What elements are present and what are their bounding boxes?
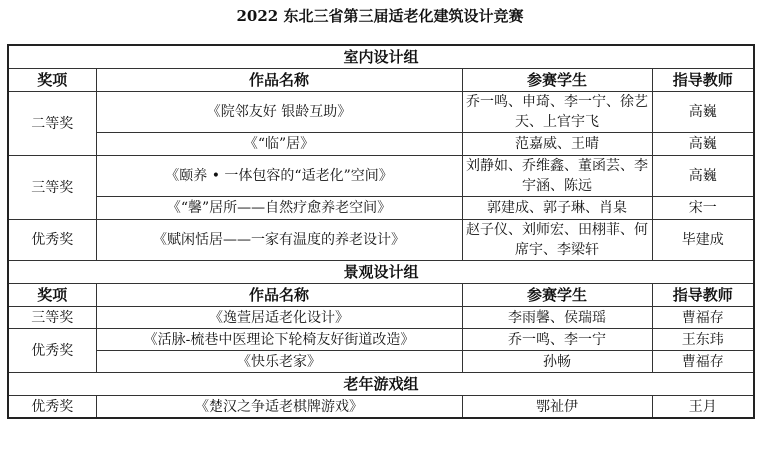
award-cell: 二等奖 (8, 92, 96, 156)
work-cell: 《“临”居》 (96, 133, 462, 156)
group-title-interior: 室内设计组 (8, 45, 754, 69)
table-row (8, 92, 754, 133)
teacher-cell: 曹福存 (652, 351, 754, 373)
work-cell: 《楚汉之争适老棋牌游戏》 (96, 396, 462, 419)
col-header-students: 参赛学生 (462, 284, 652, 307)
col-header-teacher: 指导教师 (652, 284, 754, 307)
table-row (8, 197, 754, 220)
teacher-cell: 高巍 (652, 133, 754, 156)
work-cell: 《活脉-梳巷中医理论下轮椅友好街道改造》 (96, 329, 462, 351)
col-header-work: 作品名称 (96, 284, 462, 307)
students-cell: 李雨馨、侯瑞瑶 (462, 307, 652, 329)
document-title: 2022 东北三省第三届适老化建筑设计竞赛 (236, 7, 524, 25)
students-cell: 乔一鸣、申琦、李一宁、徐艺天、上官宇飞 (462, 92, 652, 133)
award-cell: 优秀奖 (8, 396, 96, 419)
work-cell: 《“馨”居所——自然疗愈养老空间》 (96, 197, 462, 220)
awards-table (7, 44, 755, 419)
students-cell: 乔一鸣、李一宁 (462, 329, 652, 351)
col-header-students: 参赛学生 (462, 69, 652, 92)
award-cell: 三等奖 (8, 307, 96, 329)
students-cell: 范嘉威、王晴 (462, 133, 652, 156)
work-cell: 《赋闲恬居——一家有温度的养老设计》 (96, 220, 462, 261)
work-cell: 《颐养 • 一体包容的“适老化”空间》 (96, 156, 462, 197)
group-title-elderly-games: 老年游戏组 (8, 373, 754, 396)
award-cell: 优秀奖 (8, 220, 96, 261)
table-row (8, 156, 754, 197)
col-header-award: 奖项 (8, 284, 96, 307)
col-header-teacher: 指导教师 (652, 69, 754, 92)
award-cell: 三等奖 (8, 156, 96, 220)
group-title-landscape: 景观设计组 (8, 261, 754, 284)
table-row (8, 396, 754, 419)
teacher-cell: 高巍 (652, 156, 754, 197)
teacher-cell: 高巍 (652, 92, 754, 133)
col-header-work: 作品名称 (96, 69, 462, 92)
students-cell: 刘静如、乔维鑫、董函芸、李宇涵、陈远 (462, 156, 652, 197)
table-row (8, 329, 754, 351)
award-cell: 优秀奖 (8, 329, 96, 373)
table-row (8, 307, 754, 329)
work-cell: 《快乐老家》 (96, 351, 462, 373)
students-cell: 郭建成、郭子琳、肖臬 (462, 197, 652, 220)
table-row (8, 220, 754, 261)
work-cell: 《逸萱居适老化设计》 (96, 307, 462, 329)
students-cell: 鄂祉伊 (462, 396, 652, 419)
students-cell: 赵子仪、刘师宏、田栩菲、何席宇、李梁轩 (462, 220, 652, 261)
teacher-cell: 宋一 (652, 197, 754, 220)
table-row (8, 351, 754, 373)
teacher-cell: 王月 (652, 396, 754, 419)
students-cell: 孙畅 (462, 351, 652, 373)
table-row (8, 133, 754, 156)
teacher-cell: 王东玮 (652, 329, 754, 351)
teacher-cell: 毕建成 (652, 220, 754, 261)
work-cell: 《院邻友好 银龄互助》 (96, 92, 462, 133)
col-header-award: 奖项 (8, 69, 96, 92)
teacher-cell: 曹福存 (652, 307, 754, 329)
